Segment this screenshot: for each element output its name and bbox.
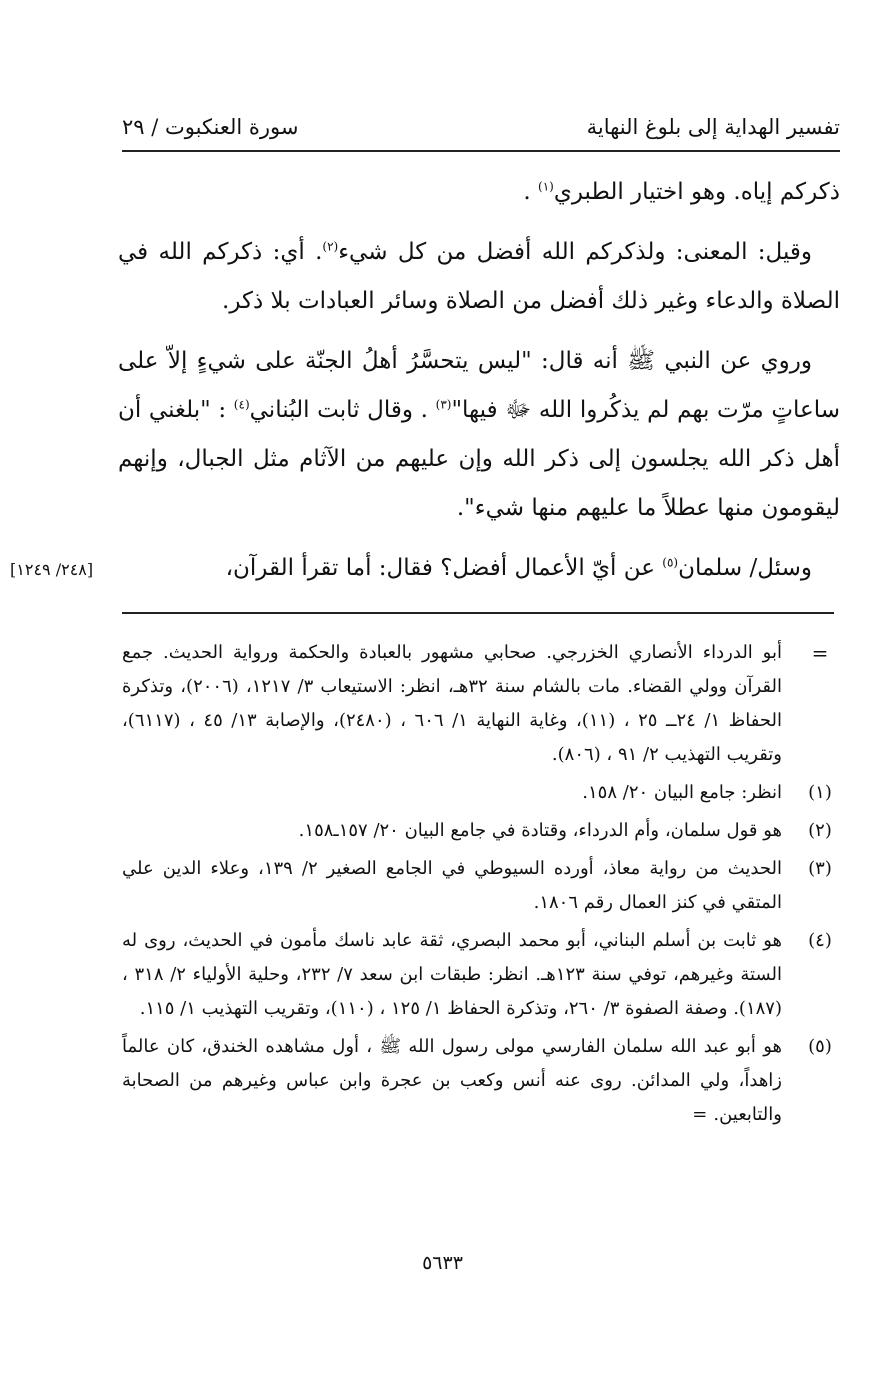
footnote-number: (١): [808, 782, 832, 803]
footnote-ref-5: (٥): [662, 555, 679, 570]
footnote-text: أبو الدرداء الأنصاري الخزرجي. صحابي مشهور بالعبادة والحكمة ورواية الحديث. جمع القرآن وولي القضاء. مات بالشام سنة ٣٢هـ، انظر: الاستيعاب ٣/ ١٢١٧، (٢٠٠٦)، وتذكرة الحفاظ ١/ ٢٤ــ ٢٥ ، (١١)، وغاية النهاية ١/ ٦٠٦ ، (٢٤٨٠)، والإصابة ١٣/ ٤٥ ، (٦١١٧)، وتقريب التهذيب ٢/ ٩١ ، (٨٠٦).: [122, 642, 782, 765]
paragraph-3: [118, 337, 840, 533]
footnote-text: انظر: جامع البيان ٢٠/ ١٥٨.: [582, 782, 782, 803]
footnote-4: [122, 924, 840, 1026]
footnote-2: [122, 814, 840, 848]
footnote-continued: [122, 636, 840, 772]
footnote-number: (٤): [808, 930, 832, 951]
paragraph-3-text-a: وروي عن النبي ﷺ أنه قال: "ليس يتحسَّرُ أهلُ الجنّة على شيءٍ إلاّ على ساعاتٍ مرّت بهم لم يذكُروا الله ﷻ فيها": [118, 348, 841, 423]
footnote-text: هو قول سلمان، وأم الدرداء، وقتادة في جامع البيان ٢٠/ ١٥٧ـ١٥٨.: [298, 820, 782, 841]
footnote-ref-2: (٢): [322, 239, 339, 254]
paragraph-1: [118, 168, 840, 217]
footnote-ref-3: (٣): [435, 397, 452, 412]
paragraph-3-text-c: : "بلغني أن أهل ذكر الله يجلسون إلى ذكر الله وإن عليهم من الآثام مثل الجبال، وإنهم ليقومون منها عطلاً ما عليهم منها شيء".: [118, 397, 840, 521]
footnote-1: [122, 776, 840, 810]
footnote-ref-4: (٤): [233, 397, 250, 412]
paragraph-3-text-b: . وقال ثابت البُناني: [249, 397, 436, 423]
paragraph-4-text-a: وسئل/ سلمان: [678, 555, 812, 581]
main-text: [118, 168, 840, 604]
footnote-text: هو ثابت بن أسلم البناني، أبو محمد البصري، ثقة عابد ناسك مأمون في الحديث، روى له الستة وغيرهم، توفي سنة ١٢٣هـ. انظر: طبقات ابن سعد ٧/ ٢٣٢، وحلية الأولياء ٢/ ٣١٨ ، (١٨٧). وصفة الصفوة ٣/ ٢٦٠، وتذكرة الحفاظ ١/ ١٢٥ ، (١١٠)، وتقريب التهذيب ١/ ١١٥.: [122, 930, 783, 1019]
footnote-number: (٣): [808, 858, 832, 879]
paragraph-1-text: ذكركم إياه. وهو اختيار الطبري: [553, 179, 840, 205]
paragraph-2-text-b: . أي: ذكركم الله في الصلاة والدعاء وغير ذلك أفضل من الصلاة وسائر العبادات بلا ذكر.: [118, 239, 840, 314]
footnote-divider: [122, 612, 834, 614]
book-title: تفسير الهداية إلى بلوغ النهاية: [586, 115, 840, 139]
footnotes: [122, 636, 840, 1136]
footnote-text: الحديث من رواية معاذ، أورده السيوطي في الجامع الصغير ٢/ ١٣٩، وعلاء الدين علي المتقي في كنز العمال رقم ١٨٠٦.: [122, 858, 782, 913]
paragraph-2-text-a: وقيل: المعنى: ولذكركم الله أفضل من كل شيء: [338, 239, 812, 265]
paragraph-2: [118, 228, 840, 326]
paragraph-4: [118, 544, 840, 593]
surah-label: سورة العنكبوت / ٢٩: [122, 115, 299, 139]
page-number: ٥٦٣٣: [422, 1252, 463, 1274]
footnote-continuation-mark: =: [811, 641, 829, 665]
footnote-number: (٥): [808, 1036, 832, 1057]
continuation-mark: =: [692, 1104, 708, 1125]
footnote-number: (٢): [808, 820, 832, 841]
footnote-text: هو أبو عبد الله سلمان الفارسي مولى رسول الله ﷺ ، أول مشاهده الخندق، كان عالماً زاهداً، ولي المدائن. روى عنه أنس وكعب بن عجرة وابن عباس وغيرهم من الصحابة والتابعين.: [122, 1036, 782, 1125]
footnote-ref-1: (١): [538, 179, 554, 194]
paragraph-1-end: .: [523, 179, 538, 205]
footnote-3: [122, 852, 840, 920]
footnote-5: [122, 1030, 840, 1132]
paragraph-4-text-b: عن أيّ الأعمال أفضل؟ فقال: أما تقرأ القرآن،: [225, 555, 663, 581]
running-header: [122, 110, 840, 152]
margin-reference: [٢٤٨/ ١٢٤٩]: [10, 560, 94, 579]
